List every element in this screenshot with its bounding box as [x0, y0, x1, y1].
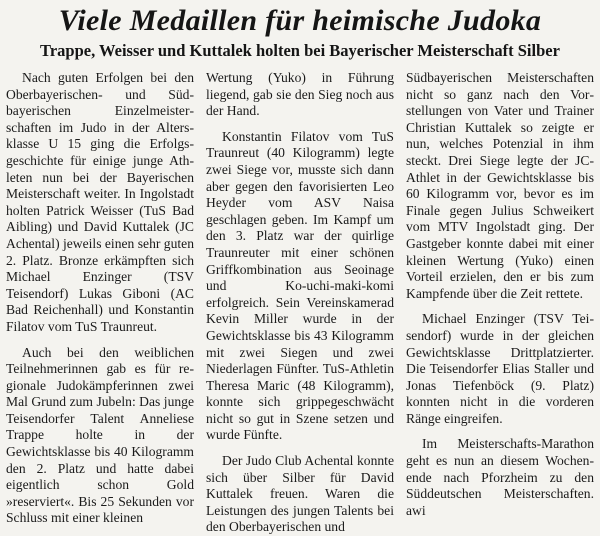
article-subheadline: Trappe, Weisser und Kuttalek holten bei Bayerischer Meisterschaft Silber [40, 41, 560, 60]
paragraph: Michael Enzinger (TSV Teisendorf) wurde in der gleichen Gewichtsklasse Drittplatzierter. Die Teisendorfer Elias Staller und Jonas Tiefenböck (9. Platz) konnten nicht in die vorderen Ränge eingreifen. [406, 311, 594, 426]
paragraph: Der Judo Club Achental konnte sich über Silber für David Kuttalek freuen. Waren die Leistungen des jungen Talents bei den Oberbayerischen und [206, 453, 394, 535]
paragraph: Nach guten Erfolgen bei den Oberbayerischen- und Südbayerischen Einzelmeisterschaften im Judo in der Altersklasse U 15 ging die Erfolgsgeschichte für einige junge Athleten nun bei der Bayerischen Meisterschaft weiter. In Ingolstadt holten Patrick Weisser (TuS Bad Aibling) und David Kuttalek (JC Achental) jeweils einen sehr guten 2. Platz. Bronze erkämpften sich Michael Enzinger (TSV Teisendorf) Lukas Giboni (AC Bad Reichenhall) und Konstantin Filatov vom TuS Traunreut. [6, 70, 194, 334]
article-headline: Viele Medaillen für heimische Judoka [58, 4, 542, 37]
paragraph: Wertung (Yuko) in Führung liegend, gab sie den Sieg noch aus der Hand. [206, 70, 394, 119]
paragraph: Auch bei den weiblichen Teilnehmerinnen gab es für regionale Judokämpferinnen zwei Mal Grund zum Jubeln: Das junge Teisendorfer Talent Anneliese Trappe holte in der Gewichtsklasse bis 40 Kilogramm den 2. Platz und hatte dabei eigentlich schon Gold »reserviert«. Bis 25 Sekunden vor Schluss mit einer kleinen [6, 344, 194, 526]
article-body [6, 70, 594, 535]
text-column-3 [406, 70, 594, 516]
text-column-1 [6, 70, 194, 526]
paragraph: Im Meisterschafts-Marathon geht es nun an diesem Wochenende nach Pforzheim zu den Süddeutschen Meisterschaften. awi [406, 436, 594, 518]
paragraph: Südbayerischen Meisterschaften nicht so ganz nach den Vorstellungen von Vater und Trainer Christian Kuttalek so zeigte er nun, welches Potenzial in ihm steckt. Drei Siege legte der JC-Athlet in der Gewichtsklasse bis 60 Kilogramm vor, bevor es im Finale gegen Julius Schweikert vom MTV Ingolstadt ging. Der Gastgeber konnte dabei mit einer kleinen Wertung (Yuko) einen Vorteil erzielen, den er bis zum Kampfende über die Zeit rettete. [406, 70, 594, 301]
text-column-2 [206, 70, 394, 535]
paragraph: Konstantin Filatov vom TuS Traunreut (40 Kilogramm) legte zwei Siege vor, musste sich dann aber gegen den favorisierten Leo Heyder vom ASV Naisa geschlagen geben. Im Kampf um den 3. Platz war der quirlige Traunreuter mit einer schönen Griffkombination aus Seoinage und Ko-uchi-maki-komi erfolgreich. Sein Vereinskamerad Kevin Miller wurde in der Gewichtsklasse bis 43 Kilogramm mit zwei Siegen und zwei Niederlagen Fünfter. TuS-Athletin Theresa Maric (48 Kilogramm), konnte sich grippegeschwächt nicht so gut in Szene setzen und wurde Fünfte. [206, 128, 394, 443]
